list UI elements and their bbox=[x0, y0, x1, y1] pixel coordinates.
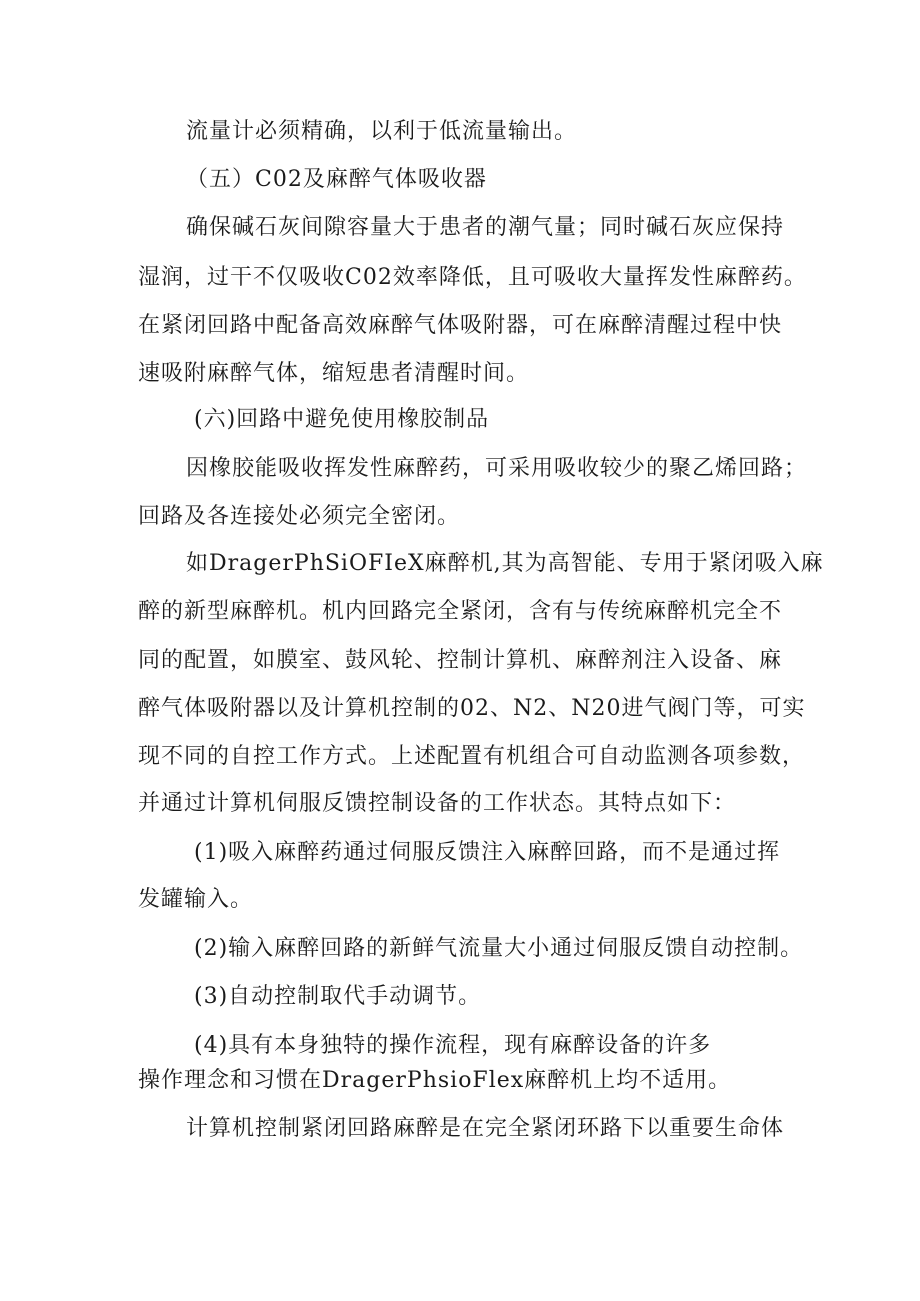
text-line: 流量计必须精确，以利于低流量输出。 bbox=[186, 119, 578, 144]
text-line: 同的配置，如膜室、鼓风轮、控制计算机、麻醉剂注入设备、麻 bbox=[138, 648, 783, 673]
list-item: (4)具有本身独特的操作流程，现有麻醉设备的许多 bbox=[194, 1033, 712, 1058]
section-heading: (六)回路中避免使用橡胶制品 bbox=[194, 407, 490, 432]
text-line: 计算机控制紧闭回路麻醉是在完全紧闭环路下以重要生命体 bbox=[186, 1116, 785, 1141]
text-line: 并通过计算机伺服反馈控制设备的工作状态。其特点如下： bbox=[138, 791, 737, 816]
text-line: 操作理念和习惯在DragerPhsioFlex麻醉机上均不适用。 bbox=[138, 1068, 732, 1093]
section-heading: （五）C02及麻醉气体吸收器 bbox=[186, 167, 487, 192]
text-line: 醉的新型麻醉机。机内回路完全紧闭，含有与传统麻醉机完全不 bbox=[138, 599, 783, 624]
text-line: 湿润，过干不仅吸收C02效率降低，且可吸收大量挥发性麻醉药。 bbox=[138, 265, 807, 290]
text-line: 因橡胶能吸收挥发性麻醉药，可采用吸收较少的聚乙烯回路； bbox=[186, 456, 808, 481]
list-item: (3)自动控制取代手动调节。 bbox=[194, 984, 482, 1009]
text-line: 现不同的自控工作方式。上述配置有机组合可自动监测各项参数， bbox=[138, 744, 806, 769]
text-line: 如DragerPhSiOFIeX麻醉机,其为高智能、专用于紧闭吸入麻 bbox=[186, 551, 824, 576]
text-line: 速吸附麻醉气体，缩短患者清醒时间。 bbox=[138, 361, 530, 386]
text-line: 回路及各连接处必须完全密闭。 bbox=[138, 504, 461, 529]
list-item: (1)吸入麻醉药通过伺服反馈注入麻醉回路，而不是通过挥 bbox=[194, 840, 781, 865]
text-line: 确保碱石灰间隙容量大于患者的潮气量；同时碱石灰应保持 bbox=[186, 215, 785, 240]
text-line: 发罐输入。 bbox=[138, 887, 254, 912]
text-line: 在紧闭回路中配备高效麻醉气体吸附器，可在麻醉清醒过程中快 bbox=[138, 313, 783, 338]
list-item: (2)输入麻醉回路的新鲜气流量大小通过伺服反馈自动控制。 bbox=[194, 936, 804, 961]
text-line: 醉气体吸附器以及计算机控制的02、N2、N20进气阀门等，可实 bbox=[138, 696, 806, 721]
